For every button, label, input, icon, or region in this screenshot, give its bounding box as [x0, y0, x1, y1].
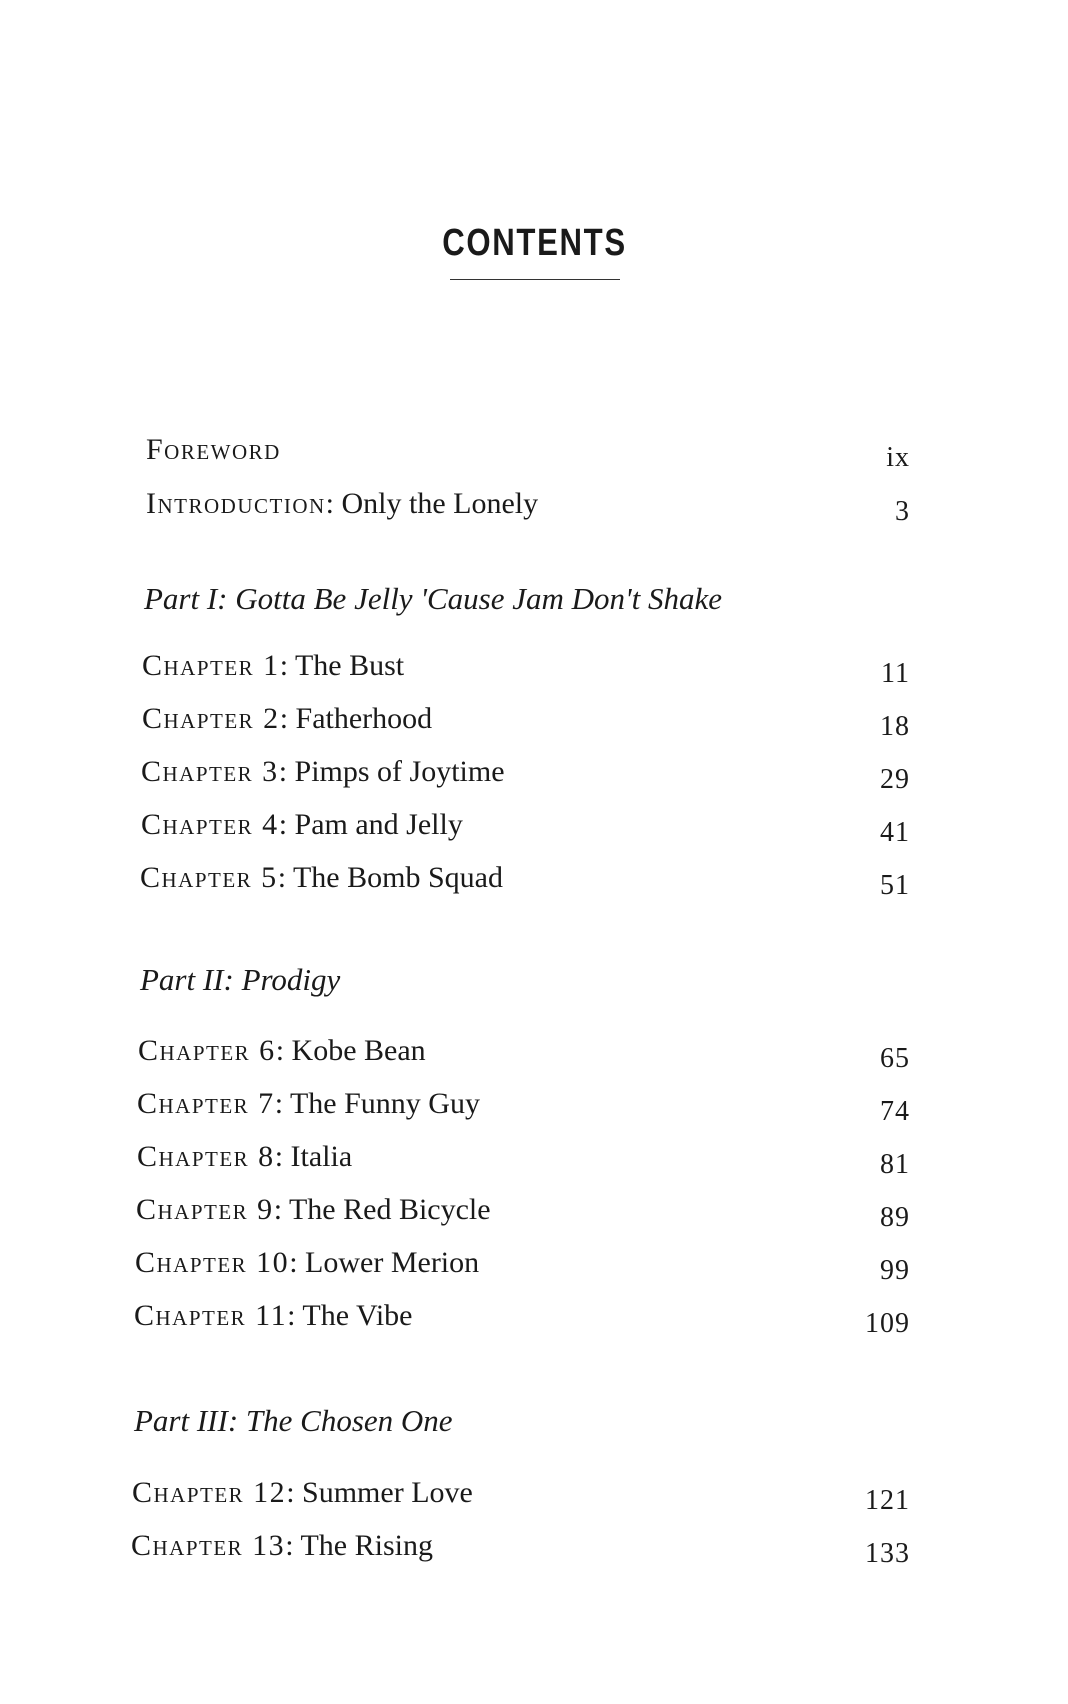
entry-title: Pam and Jelly [294, 808, 463, 841]
entry-label: Chapter 3 [141, 755, 279, 788]
toc-entry-chapter-8[interactable]: Chapter 8: Italia 81 [0, 1137, 1068, 1177]
entry-label: Chapter 1 [142, 649, 280, 682]
entry-page-number: 3 [895, 496, 910, 527]
entry-title: Lower Merion [305, 1246, 480, 1279]
entry-title: The Vibe [302, 1299, 413, 1332]
entry-page-number: 41 [880, 817, 910, 848]
entry-page-number: 133 [865, 1538, 910, 1569]
toc-entry-chapter-13[interactable]: Chapter 13: The Rising 133 [0, 1526, 1068, 1566]
toc-entry-chapter-7[interactable]: Chapter 7: The Funny Guy 74 [0, 1084, 1068, 1124]
entry-label: Chapter 6 [138, 1034, 276, 1067]
entry-title: Italia [290, 1140, 353, 1173]
entry-label: Chapter 8 [137, 1140, 275, 1173]
entry-label: Introduction [146, 487, 326, 520]
entry-title: The Rising [300, 1529, 433, 1562]
entry-title: Kobe Bean [291, 1034, 426, 1067]
toc-entry-chapter-10[interactable]: Chapter 10: Lower Merion 99 [0, 1243, 1068, 1283]
entry-title: Fatherhood [295, 702, 433, 735]
entry-page-number: 121 [865, 1485, 910, 1516]
entry-page-number: 18 [880, 711, 910, 742]
entry-page-number: 51 [880, 870, 910, 901]
part-heading-2: Part II: Prodigy [140, 962, 341, 997]
entry-label: Chapter 12 [132, 1476, 287, 1509]
entry-title: The Red Bicycle [288, 1193, 491, 1226]
toc-entry-foreword[interactable] [0, 430, 1068, 473]
page-title: CONTENTS [441, 222, 627, 264]
entry-page-number: ix [886, 442, 910, 473]
entry-label: Chapter 11 [134, 1299, 288, 1332]
toc-entry-chapter-2[interactable]: Chapter 2: Fatherhood 18 [0, 699, 1068, 739]
entry-label: Chapter 5 [140, 861, 278, 894]
toc-entry-chapter-12[interactable]: Chapter 12: Summer Love 121 [0, 1473, 1068, 1513]
entry-page-number: 74 [880, 1096, 910, 1127]
entry-label: Chapter 7 [137, 1087, 275, 1120]
entry-title: Summer Love [302, 1476, 473, 1509]
entry-title: Only the Lonely [341, 487, 539, 520]
entry-title: The Funny Guy [289, 1087, 480, 1120]
part-heading-1: Part I: Gotta Be Jelly 'Cause Jam Don't Shake [144, 581, 722, 616]
toc-entry-chapter-9[interactable]: Chapter 9: The Red Bicycle 89 [0, 1190, 1068, 1230]
toc-entry-chapter-4[interactable]: Chapter 4: Pam and Jelly 41 [0, 805, 1068, 845]
entry-title: Pimps of Joytime [294, 755, 505, 788]
entry-page-number: 81 [880, 1149, 910, 1180]
entry-page-number: 109 [865, 1308, 910, 1339]
entry-page-number: 89 [880, 1202, 910, 1233]
entry-page-number: 99 [880, 1255, 910, 1286]
entry-label: Chapter 2 [142, 702, 280, 735]
toc-entry-chapter-5[interactable]: Chapter 5: The Bomb Squad 51 [0, 858, 1068, 898]
toc-entry-chapter-3[interactable]: Chapter 3: Pimps of Joytime 29 [0, 752, 1068, 792]
entry-label: Foreword [146, 433, 281, 466]
entry-label: Chapter 13 [131, 1529, 286, 1562]
entry-label: Chapter 4 [141, 808, 279, 841]
toc-entry-chapter-1[interactable]: Chapter 1: The Bust 11 [0, 646, 1068, 686]
title-underline [450, 279, 620, 280]
toc-entry-introduction[interactable]: Introduction: Only the Lonely 3 [0, 484, 1068, 524]
entry-title: The Bust [294, 649, 405, 682]
entry-label: Chapter 10 [135, 1246, 290, 1279]
entry-label: Chapter 9 [136, 1193, 274, 1226]
entry-title: The Bomb Squad [292, 861, 503, 894]
part-heading-3: Part III: The Chosen One [134, 1403, 453, 1438]
toc-entry-chapter-6[interactable]: Chapter 6: Kobe Bean 65 [0, 1031, 1068, 1071]
entry-page-number: 11 [881, 658, 910, 689]
entry-page-number: 65 [880, 1043, 910, 1074]
toc-entry-chapter-11[interactable]: Chapter 11: The Vibe 109 [0, 1296, 1068, 1336]
entry-page-number: 29 [880, 764, 910, 795]
